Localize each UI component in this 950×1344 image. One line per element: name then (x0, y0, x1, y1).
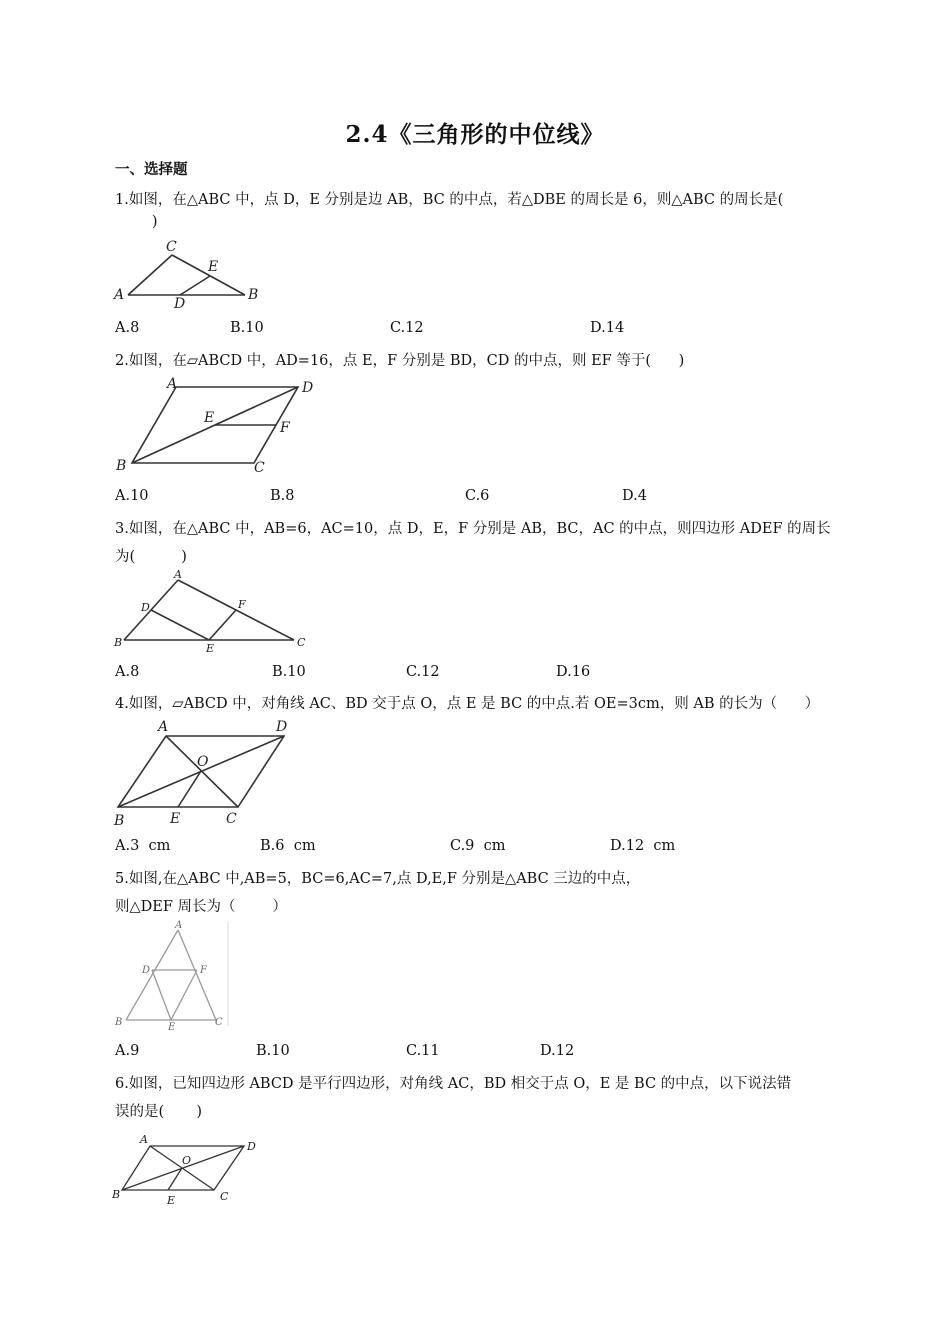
question-3-option-a[interactable]: A.8 (115, 664, 140, 680)
question-2-option-c[interactable]: C.6 (465, 488, 490, 504)
question-3-option-c[interactable]: C.12 (406, 664, 440, 680)
question-2-option-a[interactable]: A.10 (115, 488, 149, 504)
page-title: 2.4《三角形的中位线》 (345, 121, 605, 148)
question-1-option-c[interactable]: C.12 (390, 320, 424, 336)
label-F: F (200, 965, 207, 976)
label-F: F (280, 420, 290, 436)
label-B: B (248, 287, 259, 303)
label-E: E (204, 410, 215, 426)
question-5-figure (112, 918, 232, 1033)
label-C: C (254, 460, 265, 476)
label-D: D (276, 719, 288, 735)
label-A: A (174, 568, 182, 581)
question-4-option-d[interactable]: D.12 cm (610, 838, 676, 854)
label-C: C (226, 811, 237, 827)
label-E: E (206, 642, 215, 655)
question-2-figure (112, 374, 322, 478)
question-1-option-b[interactable]: B.10 (230, 320, 264, 336)
question-4-option-c[interactable]: C.9 cm (450, 838, 506, 854)
label-B: B (114, 813, 125, 829)
label-E: E (168, 1022, 176, 1033)
label-C: C (220, 1190, 229, 1203)
label-F: F (238, 598, 246, 611)
question-3-text: 3.如图，在△ABC 中，AB=6，AC=10，点 D，E，F 分别是 AB，BC，AC 的中点，则四边形 ADEF 的周长 (115, 521, 831, 537)
question-1-text-cont: ) (115, 214, 158, 230)
question-2-option-b[interactable]: B.8 (270, 488, 295, 504)
question-1-text: 1.如图，在△ABC 中，点 D，E 分别是边 AB，BC 的中点，若△DBE 的周长是 6，则△ABC 的周长是( (115, 192, 784, 208)
section-heading: 一、选择题 (115, 161, 188, 178)
label-C: C (297, 636, 306, 649)
label-A: A (114, 287, 125, 303)
label-D: D (247, 1140, 256, 1153)
question-3-figure (112, 568, 312, 656)
label-C: C (166, 239, 177, 255)
label-A: A (167, 376, 178, 392)
question-4-option-a[interactable]: A.3 cm (115, 838, 171, 854)
question-2-option-d[interactable]: D.4 (622, 488, 647, 504)
question-1-option-a[interactable]: A.8 (115, 320, 140, 336)
question-1-figure (110, 238, 270, 312)
question-1-option-d[interactable]: D.14 (590, 320, 625, 336)
question-3-text-cont: 为( ) (115, 549, 187, 565)
label-O: O (197, 754, 209, 770)
question-4-text: 4.如图，▱ABCD 中，对角线 AC、BD 交于点 O，点 E 是 BC 的中点.若 OE=3cm，则 AB 的长为（ ） (115, 696, 820, 712)
label-E: E (167, 1194, 176, 1207)
label-E: E (208, 259, 219, 275)
label-D: D (302, 380, 314, 396)
question-3-option-d[interactable]: D.16 (556, 664, 591, 680)
question-6-text-cont: 误的是( ) (115, 1104, 203, 1120)
question-5-option-b[interactable]: B.10 (256, 1043, 290, 1059)
question-4-figure (112, 716, 302, 828)
label-A: A (175, 920, 183, 931)
label-B: B (115, 1017, 123, 1028)
label-B: B (114, 636, 123, 649)
question-3-option-b[interactable]: B.10 (272, 664, 306, 680)
label-E: E (170, 811, 181, 827)
label-C: C (215, 1017, 223, 1028)
question-5-text: 5.如图,在△ABC 中,AB=5，BC=6,AC=7,点 D,E,F 分别是△ABC 三边的中点， (115, 871, 641, 887)
label-O: O (182, 1154, 192, 1167)
question-2-text: 2.如图，在▱ABCD 中，AD=16，点 E，F 分别是 BD，CD 的中点，则 EF 等于( ) (115, 353, 685, 369)
question-6-figure (112, 1130, 272, 1210)
label-A: A (158, 719, 169, 735)
question-5-option-d[interactable]: D.12 (540, 1043, 575, 1059)
question-5-text-cont: 则△DEF 周长为（ ） (115, 899, 287, 915)
label-D: D (142, 965, 151, 976)
question-6-text: 6.如图，已知四边形 ABCD 是平行四边形，对角线 AC，BD 相交于点 O，E 是 BC 的中点，以下说法错 (115, 1076, 792, 1092)
label-B: B (116, 458, 127, 474)
label-D: D (174, 296, 186, 312)
label-A: A (140, 1133, 148, 1146)
question-5-option-a[interactable]: A.9 (115, 1043, 140, 1059)
question-4-option-b[interactable]: B.6 cm (260, 838, 316, 854)
label-B: B (112, 1188, 121, 1201)
question-5-option-c[interactable]: C.11 (406, 1043, 440, 1059)
label-D: D (141, 601, 150, 614)
